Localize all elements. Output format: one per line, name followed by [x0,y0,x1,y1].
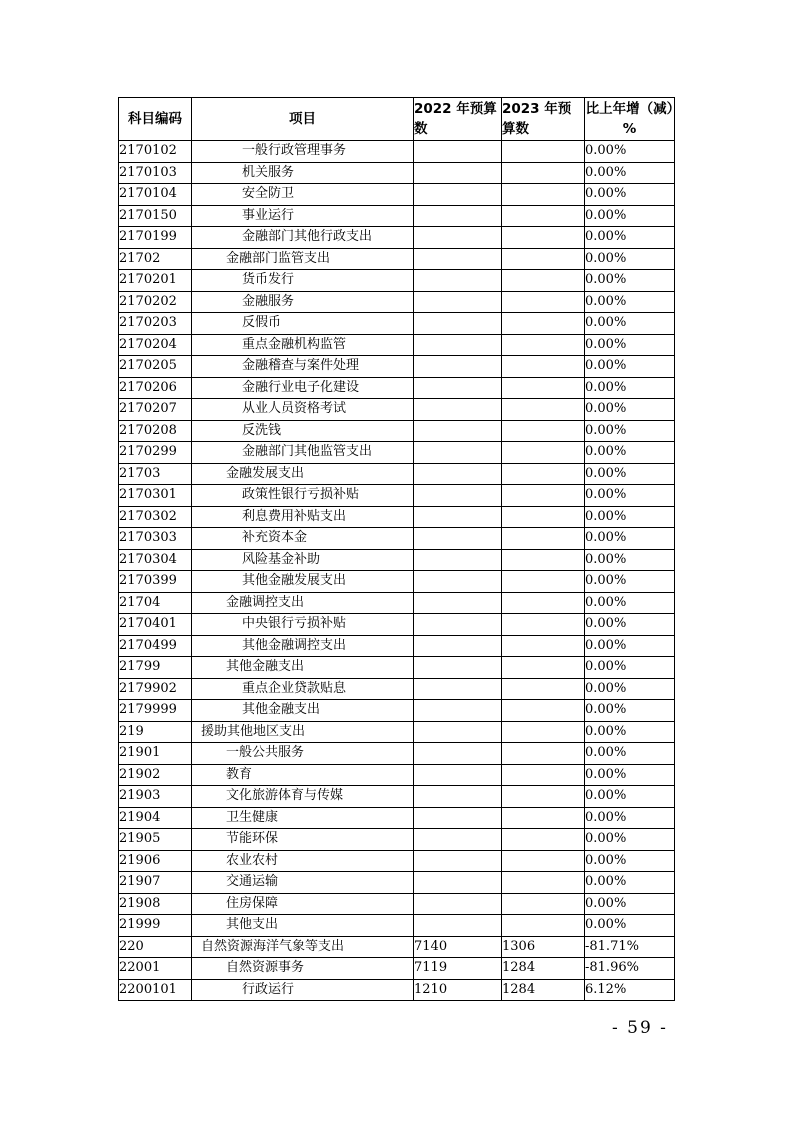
cell-code: 21907 [119,872,192,894]
cell-change: 0.00% [585,463,675,485]
cell-change: 0.00% [585,549,675,571]
cell-2022-budget [414,141,502,163]
cell-name: 文化旅游体育与传媒 [192,786,414,808]
cell-2023-budget: 1284 [502,979,585,1001]
cell-name: 金融服务 [192,291,414,313]
table-row [119,313,675,335]
cell-change: 0.00% [585,893,675,915]
cell-2022-budget [414,678,502,700]
cell-code: 21903 [119,786,192,808]
table-row [119,399,675,421]
cell-2022-budget [414,721,502,743]
header-code: 科目编码 [119,98,192,141]
table-row [119,528,675,550]
cell-change: 0.00% [585,528,675,550]
cell-change: 0.00% [585,829,675,851]
cell-2023-budget [502,850,585,872]
cell-name: 金融调控支出 [192,592,414,614]
cell-2022-budget [414,528,502,550]
cell-name: 其他金融支出 [192,657,414,679]
cell-name: 中央银行亏损补贴 [192,614,414,636]
cell-code: 21704 [119,592,192,614]
cell-2023-budget [502,528,585,550]
cell-2022-budget [414,807,502,829]
cell-2022-budget [414,313,502,335]
cell-code: 2170205 [119,356,192,378]
cell-code: 2179999 [119,700,192,722]
cell-2022-budget [414,334,502,356]
cell-code: 21901 [119,743,192,765]
cell-change: -81.71% [585,936,675,958]
cell-2023-budget [502,635,585,657]
cell-name: 机关服务 [192,162,414,184]
cell-2022-budget: 1210 [414,979,502,1001]
cell-code: 2170303 [119,528,192,550]
cell-2022-budget [414,463,502,485]
cell-name: 政策性银行亏损补贴 [192,485,414,507]
cell-2023-budget [502,270,585,292]
table-row [119,614,675,636]
cell-name: 重点金融机构监管 [192,334,414,356]
cell-code: 2170202 [119,291,192,313]
table-row [119,463,675,485]
table-row [119,248,675,270]
header-name: 项目 [192,98,414,141]
cell-change: 0.00% [585,141,675,163]
cell-2023-budget [502,700,585,722]
cell-2023-budget [502,614,585,636]
table-row [119,915,675,937]
cell-change: 0.00% [585,270,675,292]
cell-2022-budget: 7140 [414,936,502,958]
cell-name: 一般行政管理事务 [192,141,414,163]
cell-name: 重点企业贷款贴息 [192,678,414,700]
cell-code: 22001 [119,958,192,980]
cell-change: 0.00% [585,420,675,442]
cell-code: 21799 [119,657,192,679]
cell-2023-budget [502,399,585,421]
cell-change: 0.00% [585,721,675,743]
table-header-row [119,98,675,141]
table-row [119,850,675,872]
cell-name: 金融行业电子化建设 [192,377,414,399]
page-number: - 59 - [612,1018,668,1038]
table-row [119,764,675,786]
cell-2023-budget [502,377,585,399]
table-row [119,872,675,894]
table-body [119,141,675,1001]
cell-change: -81.96% [585,958,675,980]
cell-2023-budget [502,485,585,507]
cell-change: 0.00% [585,313,675,335]
cell-2023-budget: 1284 [502,958,585,980]
cell-change: 0.00% [585,700,675,722]
cell-code: 21904 [119,807,192,829]
cell-2022-budget [414,356,502,378]
cell-2022-budget [414,657,502,679]
cell-code: 2170102 [119,141,192,163]
cell-name: 金融部门监管支出 [192,248,414,270]
cell-change: 0.00% [585,872,675,894]
table-row [119,571,675,593]
table-row [119,743,675,765]
cell-2023-budget [502,334,585,356]
cell-name: 货币发行 [192,270,414,292]
cell-change: 0.00% [585,915,675,937]
cell-2023-budget [502,678,585,700]
cell-2023-budget [502,829,585,851]
table-row [119,893,675,915]
header-2022-budget: 2022 年预算数 [414,98,502,141]
cell-code: 2170304 [119,549,192,571]
cell-code: 2170299 [119,442,192,464]
cell-code: 2170203 [119,313,192,335]
cell-name: 卫生健康 [192,807,414,829]
cell-name: 农业农村 [192,850,414,872]
table-row [119,786,675,808]
cell-change: 0.00% [585,205,675,227]
cell-code: 2170103 [119,162,192,184]
cell-code: 2170204 [119,334,192,356]
cell-name: 行政运行 [192,979,414,1001]
cell-change: 0.00% [585,334,675,356]
cell-2022-budget [414,872,502,894]
header-2023-budget: 2023 年预算数 [502,98,585,141]
cell-name: 一般公共服务 [192,743,414,765]
cell-code: 2170206 [119,377,192,399]
cell-name: 金融部门其他行政支出 [192,227,414,249]
table-row [119,291,675,313]
cell-2022-budget [414,227,502,249]
cell-2023-budget [502,807,585,829]
cell-change: 0.00% [585,614,675,636]
cell-2022-budget [414,786,502,808]
table-row [119,420,675,442]
cell-code: 2200101 [119,979,192,1001]
cell-name: 其他金融支出 [192,700,414,722]
cell-2023-budget: 1306 [502,936,585,958]
cell-change: 6.12% [585,979,675,1001]
cell-2023-budget [502,657,585,679]
cell-name: 援助其他地区支出 [192,721,414,743]
cell-change: 0.00% [585,442,675,464]
cell-2022-budget [414,549,502,571]
cell-change: 0.00% [585,571,675,593]
cell-code: 21702 [119,248,192,270]
table-row [119,979,675,1001]
table-row [119,270,675,292]
table-row [119,549,675,571]
table-row [119,592,675,614]
cell-code: 220 [119,936,192,958]
table-row [119,807,675,829]
cell-2023-budget [502,205,585,227]
cell-2022-budget [414,571,502,593]
cell-name: 风险基金补助 [192,549,414,571]
cell-2023-budget [502,442,585,464]
cell-2023-budget [502,721,585,743]
table-row [119,227,675,249]
cell-change: 0.00% [585,786,675,808]
cell-2022-budget [414,291,502,313]
budget-table [118,97,675,1001]
cell-name: 金融发展支出 [192,463,414,485]
table-row [119,958,675,980]
cell-2022-budget [414,592,502,614]
cell-code: 21905 [119,829,192,851]
cell-2023-budget [502,291,585,313]
cell-code: 21902 [119,764,192,786]
cell-name: 交通运输 [192,872,414,894]
cell-2022-budget [414,442,502,464]
cell-name: 金融部门其他监管支出 [192,442,414,464]
cell-code: 2170301 [119,485,192,507]
cell-change: 0.00% [585,764,675,786]
cell-2023-budget [502,592,585,614]
cell-2023-budget [502,356,585,378]
cell-change: 0.00% [585,227,675,249]
cell-2023-budget [502,549,585,571]
table-row [119,184,675,206]
cell-2023-budget [502,764,585,786]
cell-2022-budget [414,764,502,786]
cell-2022-budget [414,743,502,765]
table-row [119,936,675,958]
cell-code: 2170201 [119,270,192,292]
cell-change: 0.00% [585,248,675,270]
cell-code: 2170401 [119,614,192,636]
cell-code: 21908 [119,893,192,915]
cell-2022-budget [414,248,502,270]
cell-change: 0.00% [585,592,675,614]
cell-2022-budget [414,420,502,442]
cell-change: 0.00% [585,291,675,313]
table-row [119,205,675,227]
table-row [119,657,675,679]
cell-name: 安全防卫 [192,184,414,206]
cell-code: 2170208 [119,420,192,442]
cell-name: 金融稽查与案件处理 [192,356,414,378]
table-row [119,141,675,163]
cell-2023-budget [502,872,585,894]
cell-change: 0.00% [585,399,675,421]
table-row [119,356,675,378]
cell-2022-budget [414,915,502,937]
cell-2022-budget [414,485,502,507]
cell-2022-budget [414,614,502,636]
cell-code: 21906 [119,850,192,872]
cell-2023-budget [502,141,585,163]
cell-name: 自然资源事务 [192,958,414,980]
cell-2023-budget [502,786,585,808]
table-row [119,442,675,464]
cell-2023-budget [502,571,585,593]
cell-code: 2170104 [119,184,192,206]
table-row [119,700,675,722]
cell-code: 2179902 [119,678,192,700]
table-row [119,162,675,184]
cell-name: 事业运行 [192,205,414,227]
cell-2022-budget [414,893,502,915]
cell-2022-budget [414,377,502,399]
cell-code: 2170499 [119,635,192,657]
cell-2023-budget [502,893,585,915]
cell-code: 21703 [119,463,192,485]
cell-name: 反洗钱 [192,420,414,442]
cell-name: 节能环保 [192,829,414,851]
cell-name: 其他金融调控支出 [192,635,414,657]
table-row [119,678,675,700]
cell-2022-budget [414,506,502,528]
cell-change: 0.00% [585,377,675,399]
cell-code: 2170399 [119,571,192,593]
cell-code: 219 [119,721,192,743]
cell-change: 0.00% [585,356,675,378]
cell-change: 0.00% [585,850,675,872]
cell-name: 自然资源海洋气象等支出 [192,936,414,958]
cell-2022-budget [414,184,502,206]
cell-2023-budget [502,420,585,442]
cell-2022-budget [414,700,502,722]
cell-name: 补充资本金 [192,528,414,550]
cell-2023-budget [502,184,585,206]
cell-name: 其他金融发展支出 [192,571,414,593]
cell-name: 教育 [192,764,414,786]
cell-2023-budget [502,313,585,335]
cell-2023-budget [502,506,585,528]
cell-2022-budget [414,850,502,872]
cell-2023-budget [502,463,585,485]
cell-code: 2170302 [119,506,192,528]
table-row [119,506,675,528]
cell-2023-budget [502,915,585,937]
cell-code: 2170199 [119,227,192,249]
table-row [119,721,675,743]
cell-change: 0.00% [585,485,675,507]
cell-2022-budget [414,399,502,421]
cell-change: 0.00% [585,678,675,700]
cell-2022-budget [414,162,502,184]
cell-change: 0.00% [585,184,675,206]
cell-2022-budget [414,635,502,657]
cell-change: 0.00% [585,743,675,765]
cell-name: 利息费用补贴支出 [192,506,414,528]
cell-code: 21999 [119,915,192,937]
table-row [119,377,675,399]
cell-2023-budget [502,162,585,184]
cell-name: 反假币 [192,313,414,335]
cell-change: 0.00% [585,635,675,657]
cell-2023-budget [502,248,585,270]
table-row [119,635,675,657]
cell-2022-budget [414,270,502,292]
cell-name: 住房保障 [192,893,414,915]
cell-2022-budget [414,829,502,851]
header-change: 比上年增（减）% [585,98,675,141]
cell-code: 2170207 [119,399,192,421]
table-row [119,829,675,851]
table-row [119,334,675,356]
cell-2023-budget [502,227,585,249]
cell-2022-budget [414,205,502,227]
cell-name: 从业人员资格考试 [192,399,414,421]
cell-change: 0.00% [585,506,675,528]
cell-name: 其他支出 [192,915,414,937]
cell-change: 0.00% [585,657,675,679]
cell-code: 2170150 [119,205,192,227]
cell-change: 0.00% [585,162,675,184]
cell-2023-budget [502,743,585,765]
cell-change: 0.00% [585,807,675,829]
table-row [119,485,675,507]
cell-2022-budget: 7119 [414,958,502,980]
